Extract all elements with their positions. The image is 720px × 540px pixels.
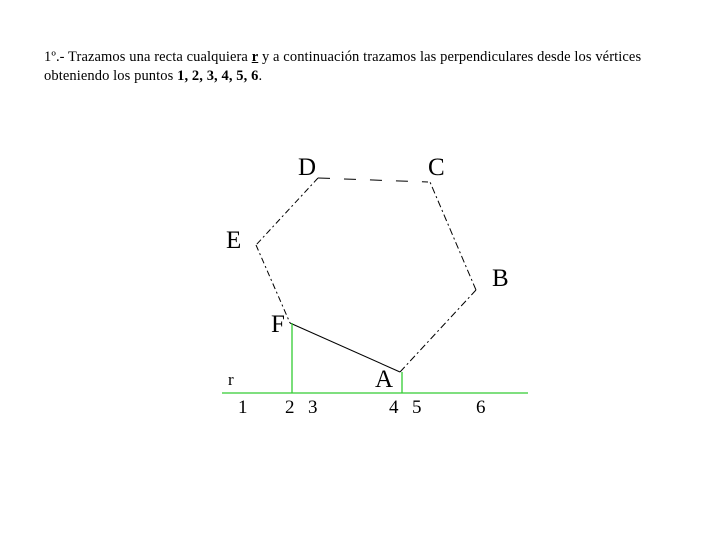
point-label-5: 5: [412, 397, 422, 418]
caption-points: 1, 2, 3, 4, 5, 6: [177, 68, 259, 84]
vertex-label-F: F: [271, 311, 285, 338]
edge-D-E: [256, 178, 318, 245]
point-label-1: 1: [238, 397, 248, 418]
caption-line-r: r: [251, 49, 259, 65]
point-label-6: 6: [476, 397, 486, 418]
caption-lead: 1º.- Trazamos una recta cualquiera: [44, 49, 252, 65]
vertex-label-A: A: [375, 366, 394, 393]
vertex-label-D: D: [298, 154, 317, 181]
edge-A-F: [290, 323, 400, 372]
caption-mid: y a continuación trazamos las perpendiculares desde los vértices obteniendo los puntos: [44, 49, 642, 84]
polygon-outline: [256, 178, 476, 372]
line-label-r: r: [228, 370, 234, 389]
vertex-label-E: E: [226, 227, 242, 254]
vertex-label-B: B: [492, 265, 509, 292]
edge-D-C: [318, 178, 428, 182]
vertex-label-C: C: [428, 154, 445, 181]
edge-B-C: [430, 182, 476, 290]
point-label-4: 4: [389, 397, 399, 418]
point-label-3: 3: [308, 397, 318, 418]
edge-A-B: [400, 290, 476, 372]
caption-end: .: [258, 68, 263, 84]
point-label-2: 2: [285, 397, 295, 418]
